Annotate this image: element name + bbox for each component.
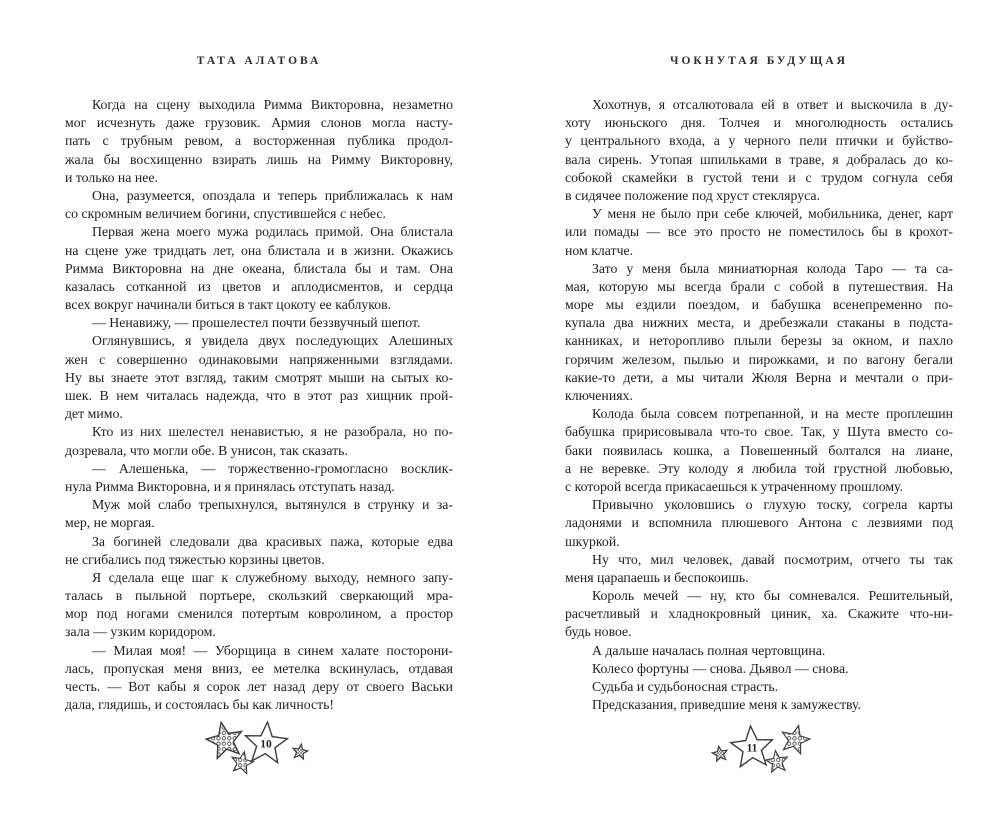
text-line: вала сирень. Утопая шпильками в траве, я добралась до ко-: [565, 151, 953, 167]
small-star-icon: [232, 752, 253, 774]
text-line: — Алешенька, — торжественно-громогласно восклик-: [92, 460, 453, 476]
text-line: За богиней следовали два красивых пажа, которые едва: [92, 533, 453, 549]
text-line: и только на нее.: [65, 169, 158, 185]
running-header-title: ЧОКНУТАЯ БУДУЩАЯ: [670, 55, 848, 67]
text-line: ном клатче.: [565, 242, 634, 258]
text-line: Хохотнув, я отсалютовала ей в ответ и выскочила в ду-: [592, 97, 953, 112]
page-left-body: [65, 96, 453, 714]
text-line: Первая жена моего мужа родилась примой. Она блистала: [92, 224, 453, 240]
paragraph: [565, 260, 953, 406]
text-line: меня царапаешь и беспокоишь.: [565, 569, 749, 585]
paragraph: [565, 496, 953, 551]
text-line: шкуркой.: [565, 533, 620, 549]
text-line: с которой всегда прикасаешься к утраченному прошлому.: [565, 478, 904, 494]
paragraph: [65, 533, 453, 569]
paragraph: [565, 642, 953, 660]
paragraph: [65, 332, 453, 423]
text-line: мор под ногами сменился потертым ковролином, а простор: [65, 606, 453, 622]
text-line: Предсказания, приведшие меня к замужеству.: [592, 697, 861, 713]
text-line: а не веревке. Эту колоду я любила той грустной любовью,: [565, 460, 953, 476]
text-line: зала — узким коридором.: [65, 624, 216, 640]
text-line: жала бы восхищенно взирать лишь на Римму Викторовну,: [65, 151, 453, 167]
text-line: ключениях.: [565, 388, 633, 403]
text-line: Зато у меня была миниатюрная колода Таро — та са-: [592, 260, 953, 276]
text-line: пать с трубным ревом, а восторженная публика продол-: [65, 133, 453, 149]
text-line: будь новое.: [565, 624, 632, 640]
paragraph: [565, 205, 953, 260]
text-line: дала, глядишь, и состоялась бы как личность!: [65, 697, 334, 713]
text-line: Римма Викторовна на дне океана, блистала бы и там. Она: [65, 260, 453, 276]
tiny-star-icon: [293, 744, 308, 759]
text-line: Судьба и судьбоносная страсть.: [592, 679, 779, 694]
paragraph: [565, 551, 953, 587]
text-line: Оглянувшись, я увидела двух последующих Алешиных: [92, 333, 453, 349]
paragraph: [565, 696, 953, 714]
text-line: нула Римма Викторовна, и я принялась отступать назад.: [65, 478, 395, 494]
small-star-icon: [206, 722, 241, 758]
paragraph: [65, 460, 453, 496]
text-line: Она, разумеется, опоздала и теперь приближалась к нам: [92, 187, 453, 203]
text-line: честь. — Вот кабы я сорок лет назад деру от своего Васьки: [65, 679, 453, 694]
text-line: бабушка пририсовывала что-то свое. Так, у Шута вместо со-: [565, 424, 953, 440]
text-line: баки появилась кошка, а Повешенный болтался на лиане,: [565, 442, 953, 458]
paragraph: [65, 223, 453, 314]
text-line: жен с совершенно одинаковыми напряженными взглядами.: [65, 351, 453, 367]
text-line: дет мимо.: [65, 406, 123, 422]
text-line: Колесо фортуны — снова. Дьявол — снова.: [592, 660, 849, 676]
running-header-author: ТАТА АЛАТОВА: [196, 55, 322, 67]
text-line: со скромным величием богини, спустившейся с небес.: [65, 206, 386, 222]
text-line: купала два нижних места, и дребезжали стаканы в подста-: [565, 315, 953, 331]
text-line: Муж мой слабо трепыхнулся, вытянулся в струнку и за-: [92, 497, 453, 513]
text-line: талась в пыльной портьере, скользкий сверкающий мра-: [65, 588, 453, 604]
text-line: мог исчезнуть даже грузовик. Армия слонов могла насту-: [65, 115, 453, 131]
text-line: — Милая моя! — Уборщица в синем халате посторони-: [92, 642, 453, 658]
page-number: 11: [746, 742, 758, 755]
text-line: на сцене уже тридцать лет, она блистала и в жизни. Окажись: [65, 242, 453, 258]
text-line: — Ненавижу, — прошелестел почти беззвучный шепот.: [92, 315, 421, 331]
text-line: или помады — все это просто не поместилось бы в крохот-: [565, 224, 953, 240]
text-line: Ну вы знаете этот взгляд, таким смотрят мыши на сытых ко-: [65, 369, 453, 385]
text-line: Король мечей — ну, кто бы сомневался. Решительный,: [592, 588, 953, 604]
text-line: собокой скамейки в густой тени и с трудом согнула себя: [565, 169, 953, 185]
text-line: море мы ездили поездом, и бабушка всенепременно по-: [565, 297, 953, 313]
text-line: Ну что, мил человек, давай посмотрим, отчего ты так: [592, 551, 953, 567]
text-line: Привычно уколовшись о глухую тоску, согрела карты: [592, 497, 953, 513]
text-line: шек. В нем читалась надежда, что в этот раз хищник прой-: [65, 388, 453, 403]
text-line: лась, пропуская меня вниз, ее метелка вскинулась, отдавая: [65, 660, 453, 676]
page-right-body: [565, 96, 953, 714]
text-line: какие-то дети, а мы читали Жюля Верна и мечтали о при-: [565, 369, 953, 385]
text-line: У меня не было при себе ключей, мобильника, денег, карт: [592, 206, 953, 222]
text-line: в сидячее положение под хруст стекляруса.: [565, 187, 820, 203]
stars-ornament-icon: [205, 714, 327, 780]
text-line: расчетливый и хладнокровный циник, ха. Скажите что-ни-: [565, 606, 953, 622]
paragraph: [565, 96, 953, 205]
paragraph: [565, 587, 953, 642]
text-line: хоту июньского дня. Толчея и многолюдность остались: [565, 115, 953, 131]
text-line: Когда на сцену выходила Римма Викторовна, незаметно: [92, 97, 453, 112]
paragraph: [65, 642, 453, 715]
text-line: Кто из них шелестел ненавистью, я не разобрала, но по-: [92, 424, 453, 440]
paragraph: [65, 187, 453, 223]
text-line: Колода была совсем потрепанной, и на месте проплешин: [592, 406, 953, 422]
text-line: не сгибались под тяжестью корзины цветов.: [65, 551, 325, 567]
small-star-icon: [766, 751, 788, 773]
text-line: всех вокруг начинали биться в такт цокоту ее каблуков.: [65, 297, 392, 313]
text-line: горячим железом, пылью и пирожками, и по вагону бегали: [565, 351, 953, 367]
stars-ornament-icon: [700, 714, 822, 780]
tiny-star-icon: [712, 746, 727, 761]
page-right: [565, 0, 953, 823]
text-line: мая, которую мы всегда брали с собой в путешествия. На: [565, 278, 953, 294]
text-line: канниках, и неторопливо плыли березы за окном, и пахло: [565, 333, 953, 349]
text-line: ладонями и вспомнила плюшевого Антона с лезвиями под: [565, 515, 953, 531]
text-line: у центрального входа, а у черного пели птички и буйство-: [565, 133, 953, 149]
text-line: А дальше началась полная чертовщина.: [592, 642, 826, 658]
text-line: мер, не моргая.: [65, 515, 155, 531]
paragraph: [565, 405, 953, 496]
paragraph: [65, 314, 453, 332]
small-star-icon: [782, 725, 810, 753]
page-number: 10: [260, 738, 272, 751]
paragraph: [565, 678, 953, 696]
paragraph: [65, 496, 453, 532]
text-line: Я сделала еще шаг к служебному выходу, немного запу-: [92, 569, 453, 585]
paragraph: [65, 96, 453, 187]
text-line: дозревала, что могли обе. В унисон, так сказать.: [65, 442, 348, 458]
paragraph: [65, 423, 453, 459]
paragraph: [65, 569, 453, 642]
paragraph: [565, 660, 953, 678]
text-line: казалась сотканной из цветов и аплодисментов, и сердца: [65, 278, 453, 294]
page-left: [65, 0, 453, 823]
